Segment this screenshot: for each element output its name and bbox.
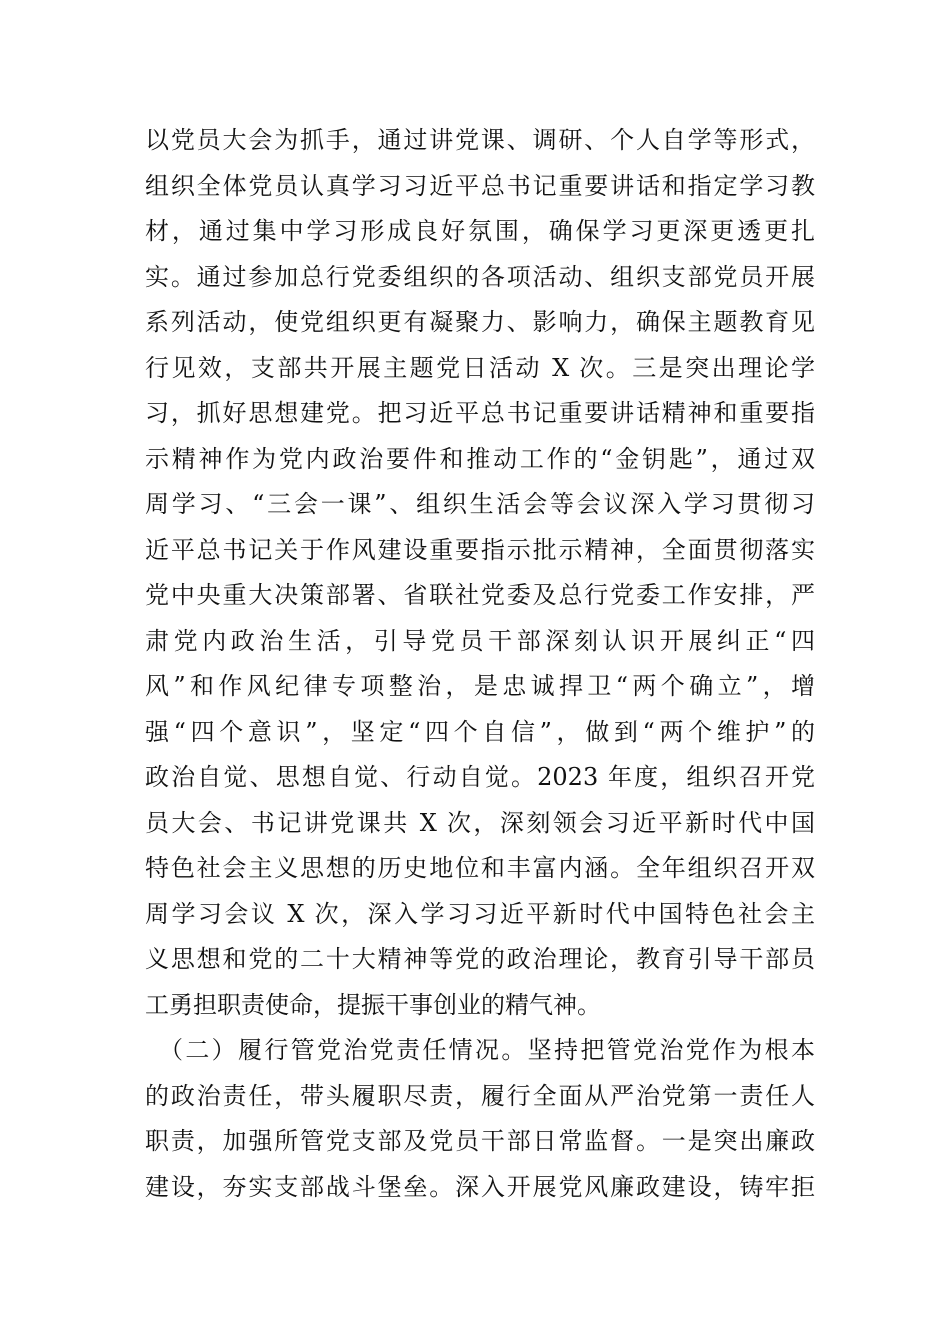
text-line: 材，通过集中学习形成良好氛围，确保学习更深更透更扎 [145,217,815,245]
text-line: 特色社会主义思想的历史地位和丰富内涵。全年组织召开双 [145,854,815,882]
text-line: 建设，夯实支部战斗堡垒。深入开展党风廉政建设，铸牢拒 [145,1172,815,1201]
text-line: 的政治责任，带头履职尽责，履行全面从严治党第一责任人 [145,1081,815,1110]
text-line: 工勇担职责使命，提振干事创业的精气神。 [145,990,601,1019]
text-line: 党中央重大决策部署、省联社党委及总行党委工作安排，严 [145,581,815,609]
text-line: 周学习、“三会一课”、组织生活会等会议深入学习贯彻习 [145,490,815,518]
text-line: 示精神作为党内政治要件和推动工作的“金钥匙”，通过双 [145,444,815,473]
text-line: 员大会、书记讲党课共 X 次，深刻领会习近平新时代中国 [145,808,815,837]
text-line: 行见效，支部共开展主题党日活动 X 次。三是突出理论学 [145,353,815,382]
text-line: 实。通过参加总行党委组织的各项活动、组织支部党员开展 [145,262,815,291]
section-heading-line: （二）履行管党治党责任情况。坚持把管党治党作为根本 [159,1036,815,1064]
text-line: 习，抓好思想建党。把习近平总书记重要讲话精神和重要指 [145,399,815,427]
text-line: 政治自觉、思想自觉、行动自觉。2023 年度，组织召开党 [145,763,815,791]
text-line: 组织全体党员认真学习习近平总书记重要讲话和指定学习教 [145,171,815,200]
text-line: 系列活动，使党组织更有凝聚力、影响力，确保主题教育见 [145,308,815,336]
text-line: 肃党内政治生活，引导党员干部深刻认识开展纠正“四 [145,626,815,655]
text-line: 强“四个意识”，坚定“四个自信”，做到“两个维护”的 [145,717,815,746]
text-line: 周学习会议 X 次，深入学习习近平新时代中国特色社会主 [145,899,815,928]
text-line: 风”和作风纪律专项整治，是忠诚捍卫“两个确立”，增 [145,672,815,700]
text-line: 职责，加强所管党支部及党员干部日常监督。一是突出廉政 [145,1127,815,1155]
document-body [145,118,815,1210]
text-line: 义思想和党的二十大精神等党的政治理论，教育引导干部员 [145,945,815,973]
text-line: 近平总书记关于作风建设重要指示批示精神，全面贯彻落实 [145,535,815,564]
text-line: 以党员大会为抓手，通过讲党课、调研、个人自学等形式， [145,126,815,154]
